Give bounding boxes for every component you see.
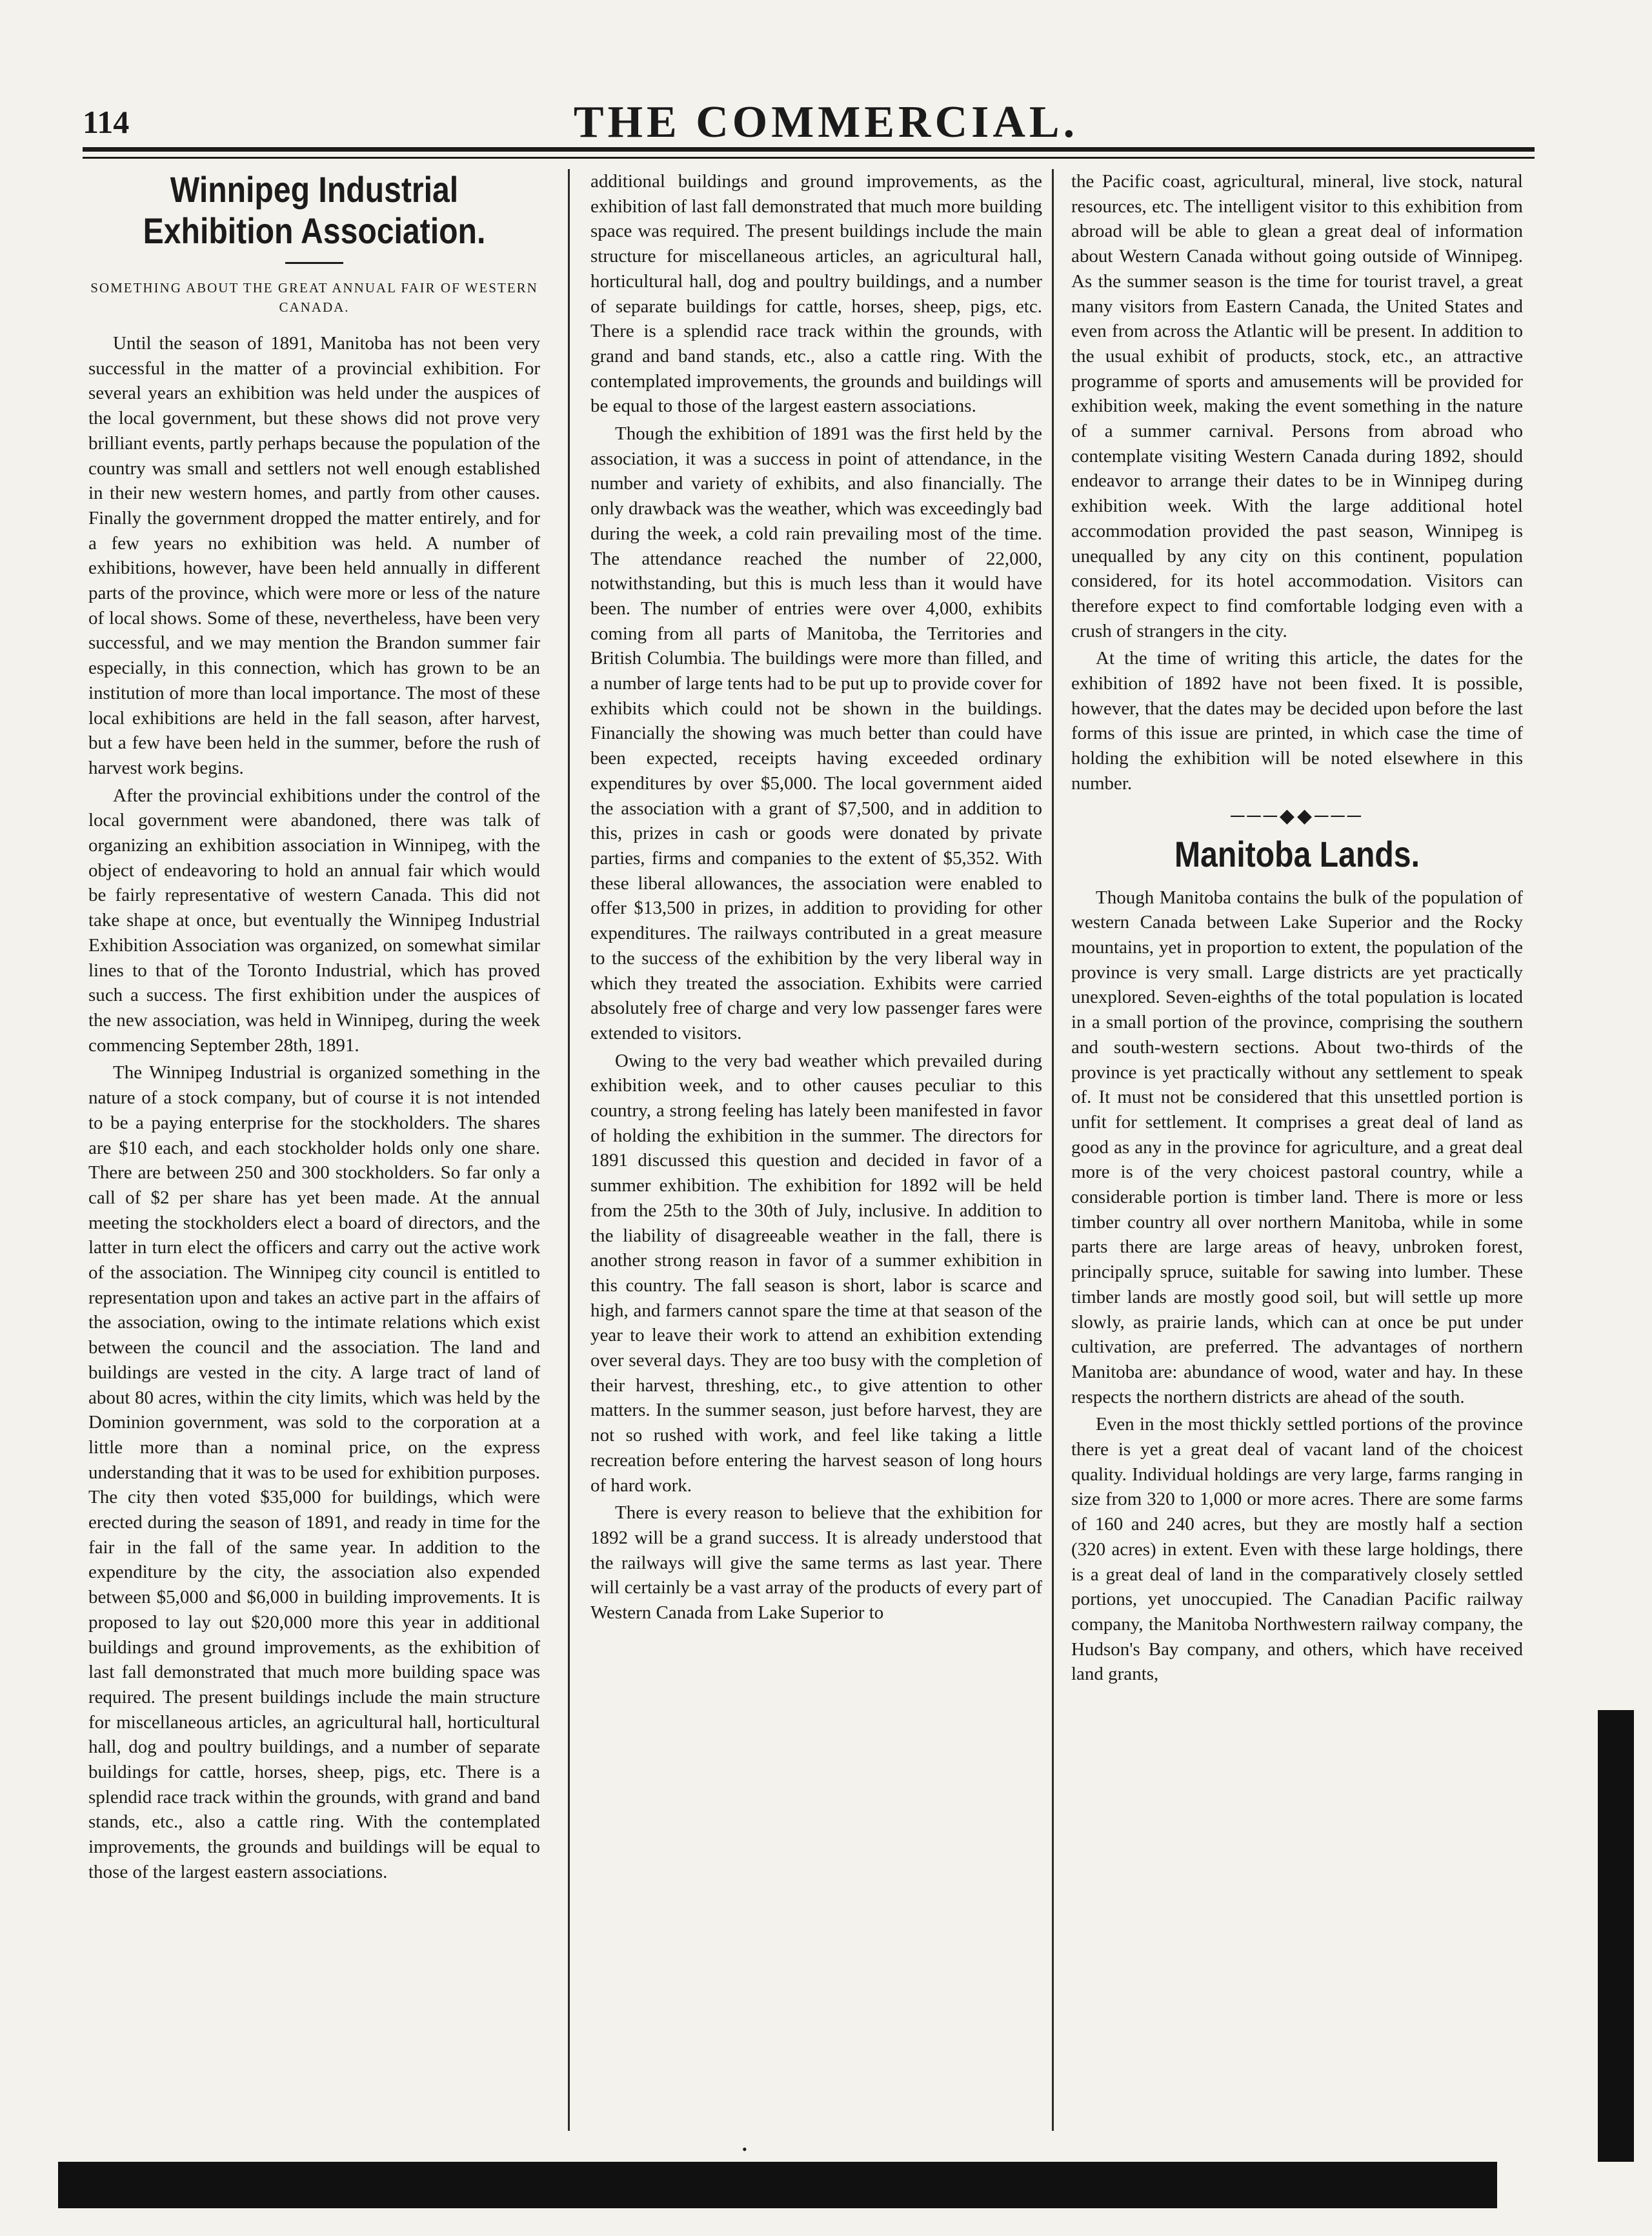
article-paragraph-continued: the Pacific coast, agricultural, mineral, live stock, natural resources, etc. The intelligent visitor to this exhibition from abroad will be able to glean a great deal of information about Western Canada without going outside of Winnipeg. As the summer season is the time for tourist travel, a great many visitors from Eastern Canada, the United States and even from across the Atlantic will be present. In addition to the usual exhibit of products, stock, etc., an attractive programme of sports and amusements will be provided for exhibition week, making the event something in the nature of a summer carnival. Persons from abroad who contemplate visiting Western Canada during 1892, should endeavor to arrange their dates to be in Winnipeg during exhibition week. With the large additional hotel accommodation provided the past season, Winnipeg is unequalled by any city on this continent, population considered, for its hotel accommodation. Visitors can therefore expect to find comfortable lodging even with a crush of strangers in the city. (1071, 171, 1523, 641)
article-paragraph: Until the season of 1891, Manitoba has not been very successful in the matter of a provincial exhibition. For several years an exhibition was held under the auspices of the local government, but these shows did not prove very brilliant events, partly perhaps because the population of the country was small and settlers not well enough established in their new western homes, and partly from other causes. Finally the government dropped the matter entirely, and for a few years no exhibition was held. A number of exhibitions, however, have been held annually in different parts of the province, which were more or less of the nature of local shows. Some of these, nevertheless, have been very successful, and we may mention the Brandon summer fair especially, in this connection, which has grown to be an institution of more than local importance. The most of these local exhibitions are held in the fall season, after harvest, but a few have been held in the summer, before the rush of harvest work begins. (88, 333, 540, 778)
headline-divider (285, 262, 343, 264)
scan-edge-mark (1598, 1710, 1634, 2162)
article-paragraph: There is every reason to believe that the exhibition for 1892 will be a grand success. It is already understood that the railways will give the same terms as last year. There will certainly be a vast array of the products of every part of Western Canada from Lake Superior to (590, 1502, 1042, 1624)
article-subhead: SOMETHING ABOUT THE GREAT ANNUAL FAIR OF WESTERN CANADA. (90, 280, 538, 315)
page-header (0, 0, 1652, 148)
header-rule-thin (83, 157, 1535, 159)
header-rule-thick (83, 147, 1535, 152)
article-headline: Winnipeg Industrial Exhibition Association. (143, 169, 486, 251)
article-paragraph: At the time of writing this article, the dates for the exhibition of 1892 have not been fixed. It is possible, however, that the dates may be decided upon before the last forms of this issue are printed, in which case the time of holding the exhibition will be noted elsewhere in this number. (1071, 648, 1523, 794)
column-3 (1071, 169, 1523, 2131)
article-paragraph: Though the exhibition of 1891 was the first held by the association, it was a success in point of attendance, in the number and variety of exhibits, and also financially. The only drawback was the weather, which was exceedingly bad during the week, a cold rain prevailing most of the time. The attendance reached the number of 22,000, notwithstanding, but this is much less than it would have been. The number of entries were over 4,000, exhibits coming from all parts of Manitoba, the Territories and British Columbia. The buildings were more than filled, and a number of large tents had to be put up to provide cover for exhibits which could not be shown in the buildings. Financially the showing was much better than could have been expected, receipts having exceeded ordinary expenditures by over $5,000. The local government aided the association with a grant of $7,500, and in addition to this, prizes in cash or goods were donated by private parties, firms and companies to the extent of $5,352. With these liberal allowances, the association were enabled to offer $13,500 in prizes, in addition to providing for other expenditures. The railways contributed in a great measure to the success of the exhibition by the very liberal way in which they treated the association. Exhibits were carried absolutely free of charge and very low passenger fares were extended to visitors. (590, 423, 1042, 1043)
article-headline: Manitoba Lands. (1174, 833, 1420, 874)
article-paragraph: Owing to the very bad weather which prevailed during exhibition week, and to other causes peculiar to this country, a strong feeling has lately been manifested in favor of holding the exhibition in the summer. The directors for 1891 discussed this question and decided in favor of a summer exhibition. The exhibition for 1892 will be held from the 25th to the 30th of July, inclusive. In addition to the liability of disagreeable weather in the fall, there is another strong reason in favor of a summer exhibition in this country. The fall season is short, labor is scarce and high, and farmers cannot spare the time at that season of the year to leave their work to attend an exhibition extending over several days. They are too busy with the completion of their harvest, threshing, etc., to give attention to other matters. In the summer season, just before harvest, they are not so rushed with work, and feel like taking a little recreation before entering the harvest season of long hours of hard work. (590, 1050, 1042, 1496)
article-paragraph: Though Manitoba contains the bulk of the population of western Canada between Lake Superior and the Rocky mountains, yet in proportion to extent, the population of the province is very small. Large districts are yet practically unexplored. Seven-eighths of the total population is located in a small portion of the province, comprising the southern and south-western sections. About two-thirds of the province is yet practically without any settlement to speak of. It must not be considered that this unsettled portion is unfit for settlement. It comprises a great deal of land as good as any in the province for agriculture, and a great deal more is of the very choicest pastoral country, while a considerable portion is timber land. There is more or less timber country all over northern Manitoba, while in some parts there are large areas of heavy, unbroken forest, principally spruce, suitable for sawing into lumber. These timber lands are mostly good soil, but will settle up more slowly, as prairie lands, which can at once be put under cultivation, are preferred. The advantages of northern Manitoba are: abundance of wood, water and hay. In these respects the northern districts are ahead of the south. (1071, 887, 1523, 1407)
article-paragraph: Even in the most thickly settled portions of the province there is yet a great deal of vacant land of the choicest quality. Individual holdings are very large, farms ranging in size from 320 to 1,000 or more acres. There are some farms of 160 and 240 acres, but they are mostly half a section (320 acres) in extent. Even with these large holdings, there is a great deal of land in the comparatively closely settled portions, yet unoccupied. The Canadian Pacific railway company, the Manitoba Northwestern railway company, the Hudson's Bay company, and others, which have received land grants, (1071, 1414, 1523, 1685)
page-number: 114 (83, 104, 130, 140)
masthead: THE COMMERCIAL. (573, 97, 1079, 147)
scan-bottom-bar (58, 2162, 1497, 2208)
column-divider (568, 169, 570, 2131)
article-paragraph: After the provincial exhibitions under the control of the local government were abandoned, there was talk of organizing an exhibition association in Winnipeg, with the object of endeavoring to hold an annual fair which would be fairly representative of western Canada. This did not take shape at once, but eventually the Winnipeg Industrial Exhibition Association was organized, on somewhat similar lines to that of the Toronto Industrial, which has proved such a success. The first exhibition under the auspices of the new association, was held in Winnipeg, during the week commencing September 28th, 1891. (88, 785, 540, 1056)
section-ornament: ───◆◆─── (1231, 805, 1364, 827)
column-1 (88, 169, 540, 2131)
print-mark: • (742, 2141, 747, 2157)
article-paragraph: The Winnipeg Industrial is organized something in the nature of a stock company, but of course it is not intended to be a paying enterprise for the stockholders. The shares are $10 each, and each stockholder holds only one share. There are between 250 and 300 stockholders. So far only a call of $2 per share has yet been made. At the annual meeting the stockholders elect a board of directors, and the latter in turn elect the officers and carry out the active work of the association. The Winnipeg city council is entitled to representation upon and takes an active part in the affairs of the association, owing to the intimate relations which exist between the council and the association. The land and buildings are vested in the city. A large tract of land of about 80 acres, within the city limits, which was held by the Dominion government, was sold to the corporation at a little more than a nominal price, on the express understanding that it was to be used for exhibition purposes. The city then voted $35,000 for buildings, which were erected during the season of 1891, and ready in time for the fair in the fall of the same year. In addition to the expenditure by the city, the association also expended between $5,000 and $6,000 in building improvements. It is proposed to lay out $20,000 more this year in additional buildings and ground improvements, as the exhibition of last fall demonstrated that much more building space was required. The present buildings include the main structure for miscellaneous articles, an agricultural hall, horticultural hall, dog and poultry buildings, and a number of separate buildings for cattle, horses, sheep, pigs, etc. There is a splendid race track within the grounds, with grand and band stands, etc., also a cattle ring. With the contemplated improvements, the grounds and buildings will be equal to those of the largest eastern associations. (88, 1062, 540, 1882)
column-2 (590, 169, 1042, 2131)
article-paragraph-continued: additional buildings and ground improvements, as the exhibition of last fall demonstrated that much more building space was required. The present buildings include the main structure for miscellaneous articles, an agricultural hall, horticultural hall, dog and poultry buildings, and a number of separate buildings for cattle, horses, sheep, pigs, etc. There is a splendid race track within the grounds, with grand and band stands, etc., also a cattle ring. With the contemplated improvements, the grounds and buildings will be equal to those of the largest eastern associations. (590, 171, 1042, 417)
column-divider (1052, 169, 1054, 2131)
